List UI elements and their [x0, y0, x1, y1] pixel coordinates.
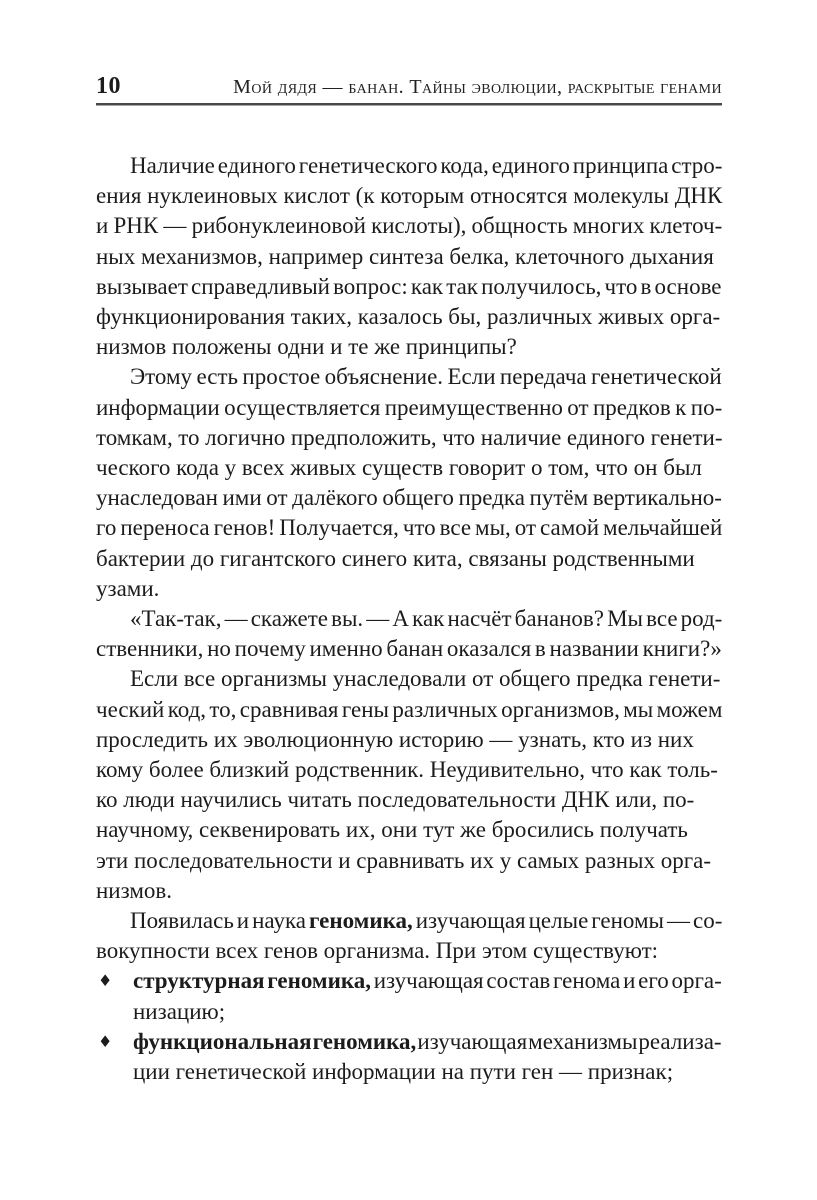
- text-line: бактерии до гигантского синего кита, связаны родственными: [96, 545, 695, 571]
- text-line: проследить их эволюционную историю — узнать, кто из них: [96, 726, 694, 752]
- text-line: ческого кода у всех живых существ говорит о том, что он был: [96, 455, 702, 481]
- text-line: ческий код, то, сравнивая гены различных организмов, мы можем: [96, 696, 723, 722]
- text-line: научному, секвенировать их, они тут же бросились получать: [96, 817, 688, 843]
- text-line: унаследован ими от далёкого общего предка путём вертикально-: [96, 485, 722, 511]
- text-line: «Так-так, — скажете вы. — А как насчёт бананов? Мы все род-: [130, 606, 723, 632]
- text-line: томкам, то логично предположить, что наличие единого генети-: [96, 424, 723, 450]
- text-line: низмов положены одни и те же принципы?: [96, 334, 517, 360]
- text-line: ения нуклеиновых кислот (к которым относятся молекулы ДНК: [96, 183, 723, 209]
- text-line: эти последовательности и сравнивать их у самых разных орга-: [96, 847, 712, 873]
- text-line: узами.: [96, 575, 160, 601]
- bullet-item: [96, 1027, 722, 1087]
- running-header: [96, 73, 722, 100]
- text-line: ственники, но почему именно банан оказался в названии книги?»: [96, 636, 722, 662]
- bullet-item: [96, 966, 722, 1026]
- diamond-bullet-icon: ♦: [98, 1031, 113, 1051]
- text-line: ции генетической информации на пути ген — признак;: [133, 1059, 674, 1085]
- text-line: низацию;: [133, 998, 226, 1024]
- text-line: вызывает справедливый вопрос: как так получилось, что в основе: [96, 273, 722, 299]
- text-line: вокупности всех генов организма. При этом существуют:: [96, 938, 659, 964]
- header-rule: [96, 103, 722, 106]
- text-line: ко люди научились читать последовательности ДНК или, по-: [96, 787, 695, 813]
- text-line: и РНК — рибонуклеиновой кислоты), общность многих клеточ-: [96, 213, 723, 239]
- text-line: Если все организмы унаследовали от общего предка генети-: [130, 666, 721, 692]
- page-number: 10: [96, 73, 121, 99]
- paragraph: [96, 906, 722, 966]
- paragraph: [96, 151, 722, 362]
- text-line: низмов.: [96, 877, 173, 903]
- diamond-bullet-icon: ♦: [98, 971, 113, 991]
- text-line: информации осуществляется преимущественно от предков к по-: [96, 394, 723, 420]
- text-block: [96, 151, 722, 1087]
- text-line: Появилась и наука геномика, изучающая целые геномы — со-: [130, 908, 723, 934]
- paragraph: [96, 604, 722, 664]
- paragraph: [96, 362, 722, 604]
- text-line: кому более близкий родственник. Неудивительно, что как толь-: [96, 757, 718, 783]
- running-title: Мой дядя — банан. Тайны эволюции, раскрытые генами: [233, 76, 722, 98]
- paragraph: [96, 664, 722, 906]
- text-line: структурная геномика, изучающая состав генома и его орга-: [133, 968, 722, 994]
- text-line: го переноса генов! Получается, что все мы, от самой мельчайшей: [96, 515, 723, 541]
- text-line: Этому есть простое объяснение. Если передача генетической: [130, 364, 722, 390]
- text-line: ных механизмов, например синтеза белка, клеточного дыхания: [96, 243, 714, 269]
- text-line: Наличие единого генетического кода, единого принципа стро-: [130, 153, 723, 178]
- text-line: функционирования таких, казалось бы, различных живых орга-: [96, 304, 721, 330]
- text-line: функциональная геномика, изучающая механизмы реализа-: [133, 1028, 722, 1054]
